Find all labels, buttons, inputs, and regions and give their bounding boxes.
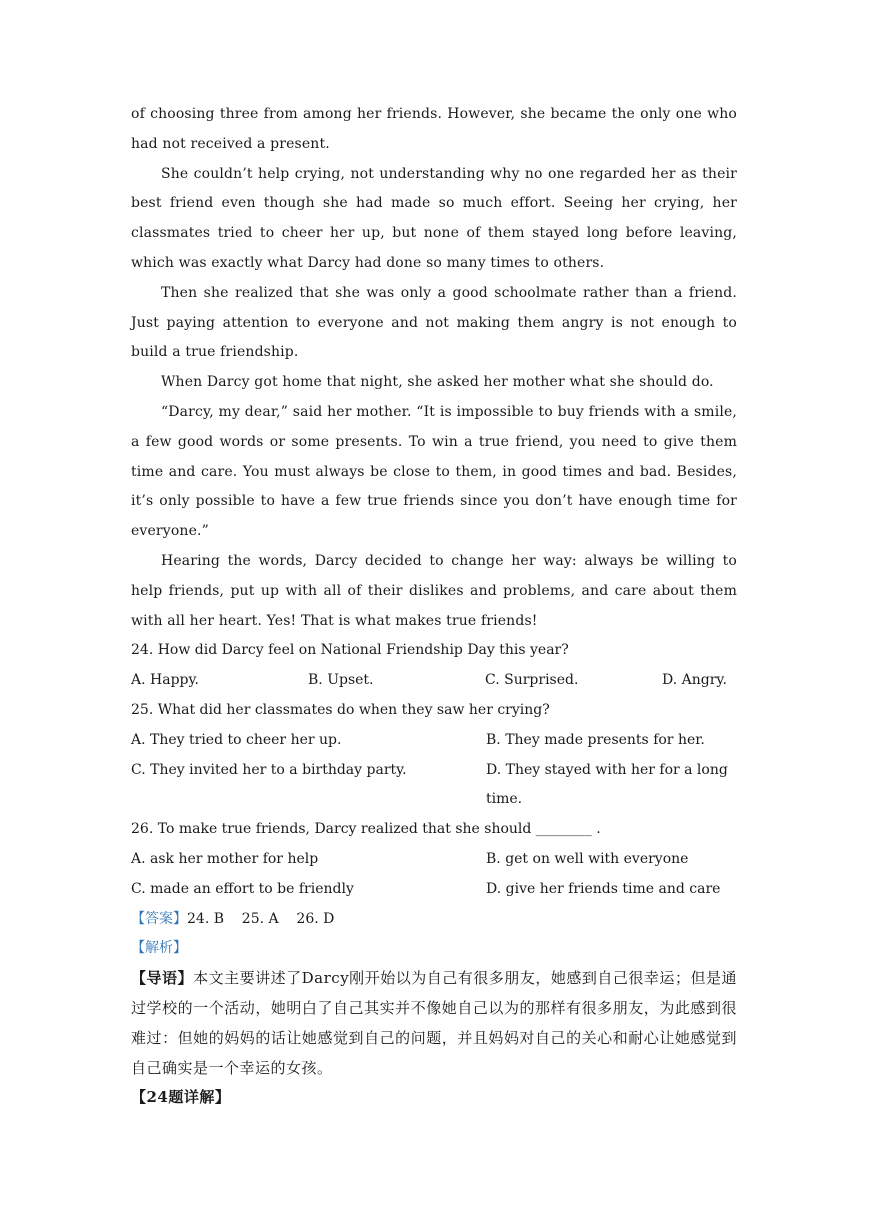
answer-label: 【答案】: [131, 910, 187, 927]
question-24-options: [131, 666, 737, 696]
question-26-options-row-1: [131, 845, 737, 875]
passage-paragraph-1: of choosing three from among her friends. However, she became the only one who had not received a present.: [131, 106, 737, 152]
passage-paragraph-6: Hearing the words, Darcy decided to change her way: always be willing to help friends, put up with all of their dislikes and problems, and care about them with all her heart. Yes! That is what makes true friends!: [131, 552, 737, 629]
answer-text: 24. B 25. A 26. D: [187, 910, 335, 927]
passage-paragraph-4: When Darcy got home that night, she asked her mother what she should do.: [161, 374, 714, 391]
question-24-option-b: B. Upset.: [308, 672, 374, 689]
question-24-option-d: D. Angry.: [662, 672, 727, 689]
answer-line: [131, 905, 737, 935]
question-24-option-a: A. Happy.: [131, 672, 199, 689]
question-24-option-c: C. Surprised.: [485, 672, 579, 689]
question-25-option-d: D. They stayed with her for a long time.: [486, 761, 728, 808]
detail-24-heading: 【24题详解】: [131, 1088, 231, 1107]
guide-paragraph: [131, 964, 737, 1083]
question-26-options-row-2: [131, 875, 737, 905]
passage-paragraph-5: “Darcy, my dear,” said her mother. “It is impossible to buy friends with a smile, a few good words or some presents. To win a true friend, you need to give them time and care. You must always be close to them, in good times and bad. Besides, it’s only possible to have a few true friends since you don’t have enough time for everyone.”: [131, 403, 737, 540]
question-25-option-c: C. They invited her to a birthday party.: [131, 761, 407, 778]
question-25-option-b: B. They made presents for her.: [486, 731, 705, 748]
question-26-option-d: D. give her friends time and care: [486, 880, 721, 897]
question-26-option-c: C. made an effort to be friendly: [131, 880, 354, 897]
guide-text: 本文主要讲述了Darcy刚开始以为自己有很多朋友，她感到自己很幸运；但是通过学校的一个活动，她明白了自己其实并不像她自己以为的那样有很多朋友，为此感到很难过：但她的妈妈的话让她感觉到自己的问题，并且妈妈对自己的关心和耐心让她感觉到自己确实是一个幸运的女孩。: [131, 969, 737, 1077]
question-26-option-b: B. get on well with everyone: [486, 850, 689, 867]
question-24-stem: 24. How did Darcy feel on National Friendship Day this year?: [131, 642, 569, 659]
question-25-options-row-2: [131, 756, 737, 816]
question-26-stem: 26. To make true friends, Darcy realized that she should ________ .: [131, 821, 601, 838]
question-25-stem: 25. What did her classmates do when they saw her crying?: [131, 701, 550, 718]
analysis-label: 【解析】: [131, 940, 187, 957]
passage-paragraph-3: Then she realized that she was only a good schoolmate rather than a friend. Just paying attention to everyone and not making them angry is not enough to build a true friendship.: [131, 284, 737, 361]
question-25-options-row-1: [131, 726, 737, 756]
question-26-option-a: A. ask her mother for help: [131, 850, 319, 867]
question-25-option-a: A. They tried to cheer her up.: [131, 731, 342, 748]
guide-label: 【导语】: [131, 969, 194, 988]
analysis-heading: [131, 934, 737, 964]
passage-paragraph-2: She couldn’t help crying, not understanding why no one regarded her as their best friend even though she had made so much effort. Seeing her crying, her classmates tried to cheer her up, but none of them stayed long before leaving, which was exactly what Darcy had done so many times to others.: [131, 165, 737, 271]
document-page: [131, 100, 737, 1113]
